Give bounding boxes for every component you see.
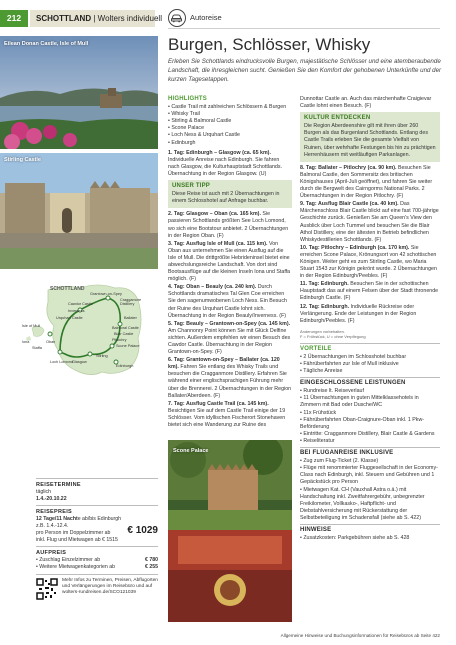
header-rule: [168, 28, 440, 29]
header-band: [30, 10, 162, 27]
day-text: Besichtigen Sie auf dem Castle Trail einige der 19 Schlösser. Vom idyllischen Fischerort Stonehaven bietet sich eine Wanderung zur Ruine des: [168, 407, 286, 429]
price-desc-line2: z.B. 1.4.-12.4.: [36, 523, 69, 529]
map-label-mull: Isle of Mull: [22, 324, 41, 328]
day-text: Von Oban aus unternehmen Sie einen Ausflug auf die Isle of Mull. Die drittgrößte Hebrideninsel bietet eine abwechslungsreiche Landschaft. Von dort sind Bootsausflüge auf die kleinen Inseln Iona und Staffa möglich. (F): [168, 240, 291, 283]
kultur-title: KULTUR ENTDECKEN: [304, 115, 371, 122]
map-label-craggamore: Craggamore Distillery: [120, 298, 142, 306]
highlight-item: • Castle Trail mit zahlreichen Schlössern & Burgen: [168, 104, 287, 111]
map-label-glasgow: Glasgow: [72, 360, 87, 364]
price-desc-line1: [36, 516, 158, 523]
day-8: [300, 165, 440, 200]
map-label-blair: Blair Castle: [114, 332, 134, 336]
booking-panel: [36, 478, 158, 600]
section-rule: [300, 447, 440, 448]
day-heading: 7. Tag: Ausflug Castle Trail (ca. 145 km).: [168, 400, 269, 407]
day-9: [300, 201, 440, 244]
itinerary-column-1: [168, 96, 292, 430]
page-footer: Allgemeine Hinweise und Buchungsinformationen für Reisebüros ab Seite 422: [280, 633, 440, 638]
itinerary-column-2: [300, 96, 440, 542]
day-text: Fahren Sie entlang des Whisky Trails und besuchen die Cragganmore Distillery. Erfahren Sie während einer englischsprachigen Führung mehr über die Brennerei. 2 Übernachtungen in der Region Ballater/Aberdeen. (F): [168, 364, 292, 399]
extra-value: € 255: [145, 564, 158, 570]
map-label-cawdor: Cawdor Castle: [68, 302, 93, 306]
map-label-iona: Iona: [22, 340, 30, 344]
map-label-balmoral: Balmoral Castle: [112, 326, 139, 330]
day-5: [168, 321, 292, 356]
extra-value: € 780: [145, 557, 158, 563]
highlight-item: • Scone Palace: [168, 125, 205, 132]
page-number: 212: [0, 10, 28, 27]
day-text: Durch Schottlands dramatisches Tal Glen Coe erreichen Sie den sagenumwobenen Loch Ness. Ein Besuch der Ruine des Urquhart Castle lohnt sich. Übernachtung in der Region Beauly/Inverness. (F): [168, 284, 287, 319]
extra-row: [36, 557, 158, 564]
extra-label: • Zuschlag Einzelzimmer ab: [36, 557, 101, 563]
photo-caption-scone: Scone Palace: [173, 448, 209, 454]
day-2: [168, 211, 292, 239]
price-value: € 1029: [127, 525, 158, 536]
map-label-edinburgh: Edinburgh: [116, 364, 134, 368]
day-7-continued: Dunnottar Castle an. Auch das märchenhafte Craigievar Castle lohnt einen Besuch. (F): [300, 96, 432, 110]
extra-label: • Weitere Mietwagenkategorien ab: [36, 564, 116, 570]
vorteile-title: VORTEILE: [300, 345, 332, 352]
included-item: • 11 Übernachtungen in guten Mittelklassehotels in Zimmern mit Bad oder Dusche/WC: [300, 395, 419, 409]
day-text: Sie passieren Schottlands größten See Loch Lomond, wo sich eine Bootstour anbietet. 2 Übernachtungen in der Region Oban. (F): [168, 211, 289, 239]
day-heading: 3. Tag: Ausflug Isle of Mull (ca. 115 km).: [168, 240, 268, 247]
map-label-loch-lomond: Loch Lomond: [50, 360, 74, 364]
kultur-box: [300, 112, 440, 162]
day-3: [168, 241, 292, 284]
day-text: Besuchen Sie in der schottischen Hauptstadt das auf einem Felsen über der Stadt thronende Edinburgh Castle. (F): [300, 281, 439, 302]
section-rule: [300, 377, 440, 378]
dates-range: 1.4.-20.10.22: [36, 496, 67, 502]
legal-note: Änderungen vorbehalten.: [300, 328, 345, 334]
day-text: Besuchen Sie Balmoral Castle, den Sommersitz des britischen Königshauses (April-Juli geöffnet), und fahren Sie weiter durch die Bergwelt des Cairngorms National Parks. 2 Übernachtungen in der Region Pitlochry. (F): [300, 164, 433, 200]
day-text: Am Channonry Point können Sie mit Glück Delfine sichten. Außerdem empfehlen wir einen Besuch des Cawdor Castle. Übernachtung in der Region Grantown-on-Spey. (F): [168, 327, 291, 356]
map-label-scone: Scone Palace: [116, 344, 140, 348]
price-duration: 12 Tage/11 Nacht: [36, 516, 78, 522]
booking-rule: [36, 505, 158, 506]
price-desc-line4: inkl. Flug und Mietwagen ab € 1515: [36, 537, 118, 543]
qr-text: Mehr Infos zu Terminen, Preisen, Abflugorten und Verlängerungen im Reisebüro und auf wolters-rundreisen.de/SCO121039: [62, 578, 158, 596]
included-item: • 11x Frühstück: [300, 409, 337, 416]
legal-legend: F = Frühstück, U = ohne Verpflegung: [300, 334, 366, 340]
extras-title: AUFPREIS: [36, 550, 67, 556]
qr-code-icon[interactable]: [36, 578, 58, 600]
photo-eilean-donan: [0, 36, 158, 149]
map-label-oban: Oban: [46, 340, 56, 344]
header-separator: |: [93, 14, 96, 23]
day-heading: 12. Tag: Edinburgh.: [300, 303, 350, 310]
series-label: Wolters individuell: [97, 14, 162, 23]
day-1: [168, 150, 292, 178]
section-rule: [300, 524, 440, 525]
vorteile-item: • Fährüberfahrten zur Isle of Mull inklusive: [300, 361, 399, 367]
highlight-item: • Edinburgh: [168, 139, 196, 146]
price-title: REISEPREIS: [36, 509, 73, 515]
booking-rule: [36, 574, 158, 575]
intro-text: Erleben Sie Schottlands eindrucksvolle Burgen, majestätische Schlösser und eine atemberaubende Landschaft, die ihresgleichen sucht. Genießen Sie den Komfort der gehobenen Unterkünfte und der kurzen Tagesetappen.: [168, 58, 442, 83]
map-label-pitlochry: Pitlochry: [112, 338, 127, 342]
hint-title: HINWEISE: [300, 526, 332, 533]
flight-item: • Zug zum Flug-Ticket (2. Klasse): [300, 458, 379, 465]
booking-rule: [36, 478, 158, 479]
flight-item: • Flüge mit renommierter Fluggesellschaft in der Economy-Class nach Edinburgh, inkl. Steuern und Gebühren und 1 Gepäckstück pro Person: [300, 465, 438, 486]
map-label-grantown: Grantown-on-Spey: [90, 292, 122, 296]
map-label-ballater: Ballater: [124, 316, 137, 320]
page-title: Burgen, Schlösser, Whisky: [168, 35, 371, 54]
included-item: • Reiseliteratur: [300, 437, 335, 444]
day-text: Individuelle Anreise nach Edinburgh. Sie fahren nach Glasgow, die Kulturhauptstadt Schottlands. Übernachtung in der Region Glasgow. (U): [168, 156, 282, 177]
day-4: [168, 284, 292, 319]
tip-box: [168, 180, 292, 208]
region-label: SCHOTTLAND: [36, 14, 92, 23]
day-heading: 4. Tag: Oban – Beauly (ca. 240 km).: [168, 284, 257, 291]
day-7: [168, 401, 292, 429]
map-label-stirling: Stirling: [96, 354, 108, 358]
dates-frequency: täglich: [36, 489, 51, 495]
dates-title: REISETERMINE: [36, 482, 81, 488]
section-rule: [300, 343, 440, 344]
day-heading: 6. Tag: Grantown-on-Spey – Ballater (ca. 120 km).: [168, 357, 280, 371]
day-10: [300, 245, 440, 280]
map-label-urquhart: Urquhart Castle: [56, 316, 83, 320]
day-text: Individuelle Rückreise oder Verlängerung. Ende der Leistungen in der Region Edinburgh/Peebles. (F): [300, 303, 417, 324]
qr-block: [36, 578, 158, 600]
photo-caption-eilean: Eilean Donan Castle, Isle of Mull: [4, 41, 89, 47]
kultur-text: Die Region Aberdeenshire gilt mit ihren über 260 Burgen als das Burgenland Schottlands. Entlang des Castle Trails erleben Sie die gesamte Vielfalt von Ruinen, über wehrhafte Festungen bis hin zu prächtigen Herrenhäusern mit weitläufigen Parkanlagen.: [304, 123, 436, 158]
flight-title: BEI FLUGANREISE INKLUSIVE: [300, 450, 394, 457]
included-item: • Fährüberfahrten Oban-Craignure-Oban inkl. 1 Pkw-Beförderung: [300, 416, 425, 430]
day-11: [300, 281, 440, 302]
category-label: Autoreise: [190, 13, 222, 22]
vorteile-item: • Tägliche Anreise: [300, 368, 343, 375]
highlights-title: HIGHLIGHTS: [168, 96, 207, 102]
photo-scone-palace: [168, 440, 292, 622]
day-text: Sie erreichen Scone Palace, Krönungsort von 42 schottischen Königen. Weiter geht es zum Stirling Castle, wo Maria Stuart 1543 zur Königin gekrönt wurde. 2 Übernachtungen in der Region Edinburgh/Peebles. (F): [300, 244, 437, 280]
day-heading: 5. Tag: Beauly – Grantown-on-Spey (ca. 145 km).: [168, 320, 291, 327]
highlight-item: • Whisky Trail: [168, 111, 200, 118]
included-item: • Eintritte: Cragganmore Distillery, Blair Castle & Gardens: [300, 430, 435, 437]
car-icon: [168, 9, 186, 27]
day-heading: 8. Tag: Ballater – Pitlochry (ca. 90 km).: [300, 164, 397, 171]
day-heading: 9. Tag: Ausflug Blair Castle (ca. 40 km).: [300, 201, 399, 208]
tip-text: Diese Reise ist auch mit 2 Übernachtungen in einem Schlosshotel auf Anfrage buchbar.: [172, 191, 280, 205]
vorteile-item: • 2 Übernachtungen im Schlosshotel buchbar: [300, 353, 407, 360]
day-6: [168, 357, 292, 400]
price-route: e ab/bis Edinburgh: [77, 516, 121, 522]
photo-caption-stirling: Stirling Castle: [4, 157, 41, 163]
hint-item: • Zusatzkosten: Parkgebühren siehe ab S. 428: [300, 535, 410, 542]
day-12: [300, 304, 440, 325]
map-region-label: SCHOTTLAND: [50, 286, 85, 292]
photo-stirling-castle: [0, 153, 158, 269]
included-title: EINGESCHLOSSENE LEISTUNGEN: [300, 380, 406, 387]
price-desc-line3: pro Person im Doppelzimmer ab: [36, 530, 111, 536]
day-heading: 1. Tag: Edinburgh – Glasgow (ca. 65 km).: [168, 149, 271, 156]
extra-row: [36, 564, 158, 571]
route-map: [20, 280, 156, 380]
day-heading: 2. Tag: Glasgow – Oban (ca. 165 km).: [168, 211, 261, 218]
tip-title: UNSER TIPP: [172, 183, 211, 190]
highlight-item: • Loch Ness & Urquhart Castle: [168, 132, 240, 139]
booking-rule: [36, 546, 158, 547]
map-label-inverness: Inverness: [68, 309, 85, 313]
day-text: Das Märchenschloss Blair Castle blickt auf eine fast 700-jährige Geschichte zurück. Genießen Sie am Queen's View den Ausblick über Loch Tummel und besuchen Sie die Blair Athol Distillery, eine der ältesten in Betrieb befindlichen Whiskydestillerien Schottlands. (F): [300, 201, 439, 243]
day-heading: 11. Tag: Edinburgh.: [300, 281, 349, 288]
included-item: • Rundreise lt. Reiseverlauf: [300, 388, 364, 395]
map-label-staffa: Staffa: [32, 346, 42, 350]
highlight-item: • Stirling & Balmoral Castle: [168, 118, 232, 125]
flight-item: • Mietwagen Kat. CH (Vauxhall Astra o.ä.) mit Handschaltung inkl. Zweitfahrergebühr, unbegrenzter Freikilometer, Vollkasko-, Haftpflicht- und Diebstahlversicherung mit Rückerstattung der Selbstbeteiligung im Schadensfall (siehe ab S. 422): [300, 486, 425, 521]
day-heading: 10. Tag: Pitlochry – Edinburgh (ca. 170 km).: [300, 244, 410, 251]
